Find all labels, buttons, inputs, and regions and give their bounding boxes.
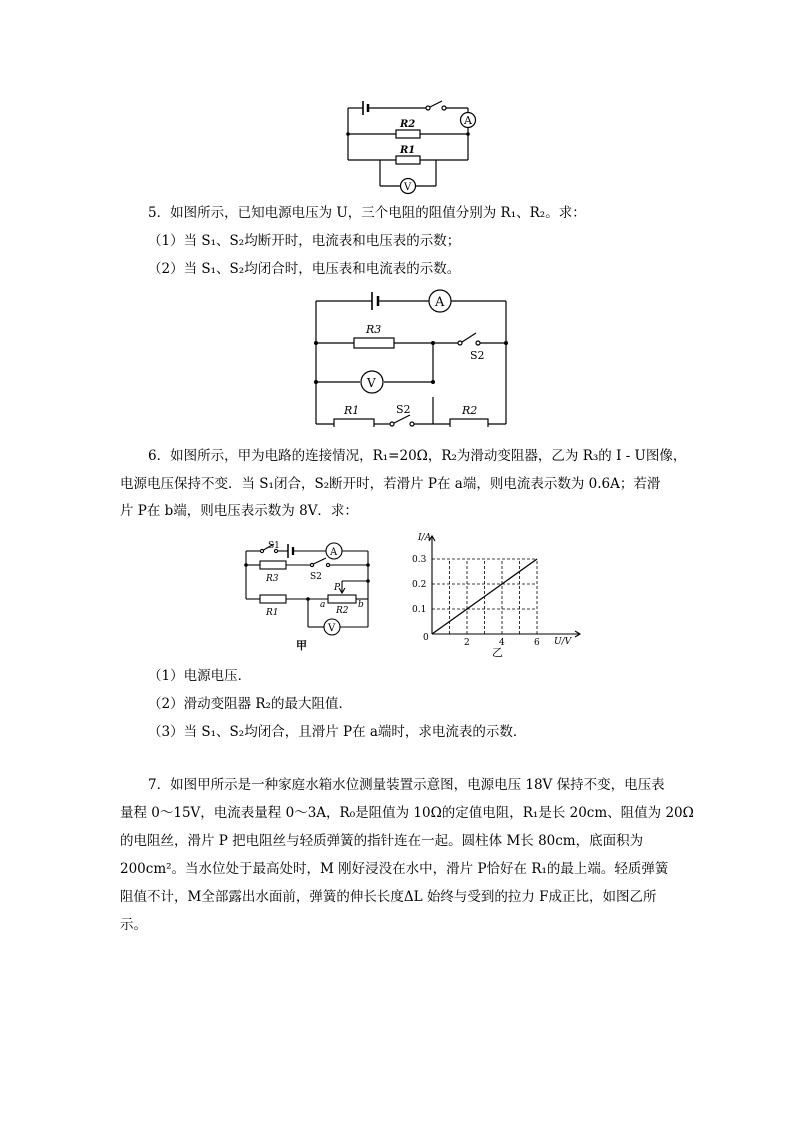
q5-part2: （2）当 S₁、S₂均闭合时，电压表和电流表的示数。 — [148, 261, 461, 277]
q5-stem: 5．如图所示，已知电源电压为 U，三个电阻的阻值分别为 R₁、R₂。求： — [148, 205, 586, 221]
s2-bottom-label: S2 — [396, 403, 411, 416]
q6-stem-line2: 电源电压保持不变．当 S₁闭合，S₂断开时，若滑片 P在 a端，则电流表示数为 0.6A；若滑 — [120, 476, 661, 492]
ammeter-label: A — [435, 295, 445, 310]
s1-label: S1 — [268, 541, 280, 551]
ammeter-label: A — [464, 114, 472, 127]
circuit-jia — [238, 535, 388, 655]
q6-stem-line1: 6．如图所示，甲为电路的连接情况，R₁=20Ω，R₂为滑动变阻器，乙为 R₃的 I - U图像， — [148, 448, 687, 464]
voltmeter-label: V — [328, 623, 336, 634]
r1-label: R1 — [344, 404, 360, 417]
x-tick-label: 4 — [499, 638, 505, 648]
figure-caption-jia: 甲 — [296, 639, 307, 652]
x-axis-label: U/V — [554, 637, 572, 647]
q7-line4: 200cm²。当水位处于最高处时，M 刚好浸没在水中，滑片 P恰好在 R₁的最上端。轻质弹簧 — [120, 861, 669, 877]
circuit-top — [338, 96, 488, 196]
b-label: b — [358, 600, 364, 610]
chart-axes — [429, 536, 580, 637]
q7-line6: 示。 — [120, 917, 147, 933]
a-label: a — [320, 600, 326, 610]
r3-label: R3 — [266, 574, 279, 584]
r2-label: R2 — [400, 119, 416, 130]
r3-label: R3 — [366, 323, 382, 336]
voltmeter-label: V — [404, 182, 412, 193]
p-label: P — [334, 583, 341, 593]
r1-label: R1 — [266, 608, 279, 618]
voltmeter-label: V — [367, 376, 376, 390]
q6-part2: （2）滑动变阻器 R₂的最大阻值． — [148, 696, 352, 712]
s2-label: S2 — [310, 572, 322, 582]
y-tick-label: 0.2 — [412, 580, 427, 590]
r2-label: R2 — [462, 404, 478, 417]
x-tick-label: 6 — [534, 638, 540, 648]
q6-part3: （3）当 S₁、S₂均闭合，且滑片 P在 a端时，求电流表的示数． — [148, 724, 527, 740]
q6-part1: （1）电源电压． — [148, 668, 252, 684]
y-tick-label: 0.1 — [412, 605, 427, 615]
r2-label: R2 — [336, 606, 349, 616]
chart-yi — [408, 530, 588, 660]
x-tick-label: 2 — [464, 638, 470, 648]
q6-stem-line3: 片 P在 b端，则电压表示数为 8V．求： — [120, 503, 358, 519]
y-axis-label: I/A — [418, 533, 432, 543]
q7-line5: 阻值不计，M全部露出水面前，弹簧的伸长长度ΔL 始终与受到的拉力 F成正比，如图乙所 — [120, 889, 657, 905]
y-tick-label: 0.3 — [412, 555, 427, 565]
ammeter-label: A — [330, 547, 338, 558]
q7-line2: 量程 0～15V，电流表量程 0～3A，R₀是阻值为 10Ω的定值电阻，R₁是长 20cm、阻值为 20Ω — [120, 805, 694, 821]
figure-caption-yi: 乙 — [492, 646, 503, 659]
circuit-q5 — [310, 287, 510, 427]
r1-label: R1 — [400, 145, 416, 156]
q7-line3: 的电阻丝，滑片 P 把电阻丝与轻质弹簧的指针连在一起。圆柱体 M长 80cm，底面积为 — [120, 833, 644, 849]
q7-line1: 7．如图甲所示是一种家庭水箱水位测量装置示意图，电源电压 18V 保持不变，电压表 — [148, 777, 665, 793]
s2-right-label: S2 — [470, 349, 485, 362]
q5-part1: （1）当 S₁、S₂均断开时，电流表和电压表的示数； — [148, 233, 461, 249]
origin-label: 0 — [423, 633, 429, 643]
